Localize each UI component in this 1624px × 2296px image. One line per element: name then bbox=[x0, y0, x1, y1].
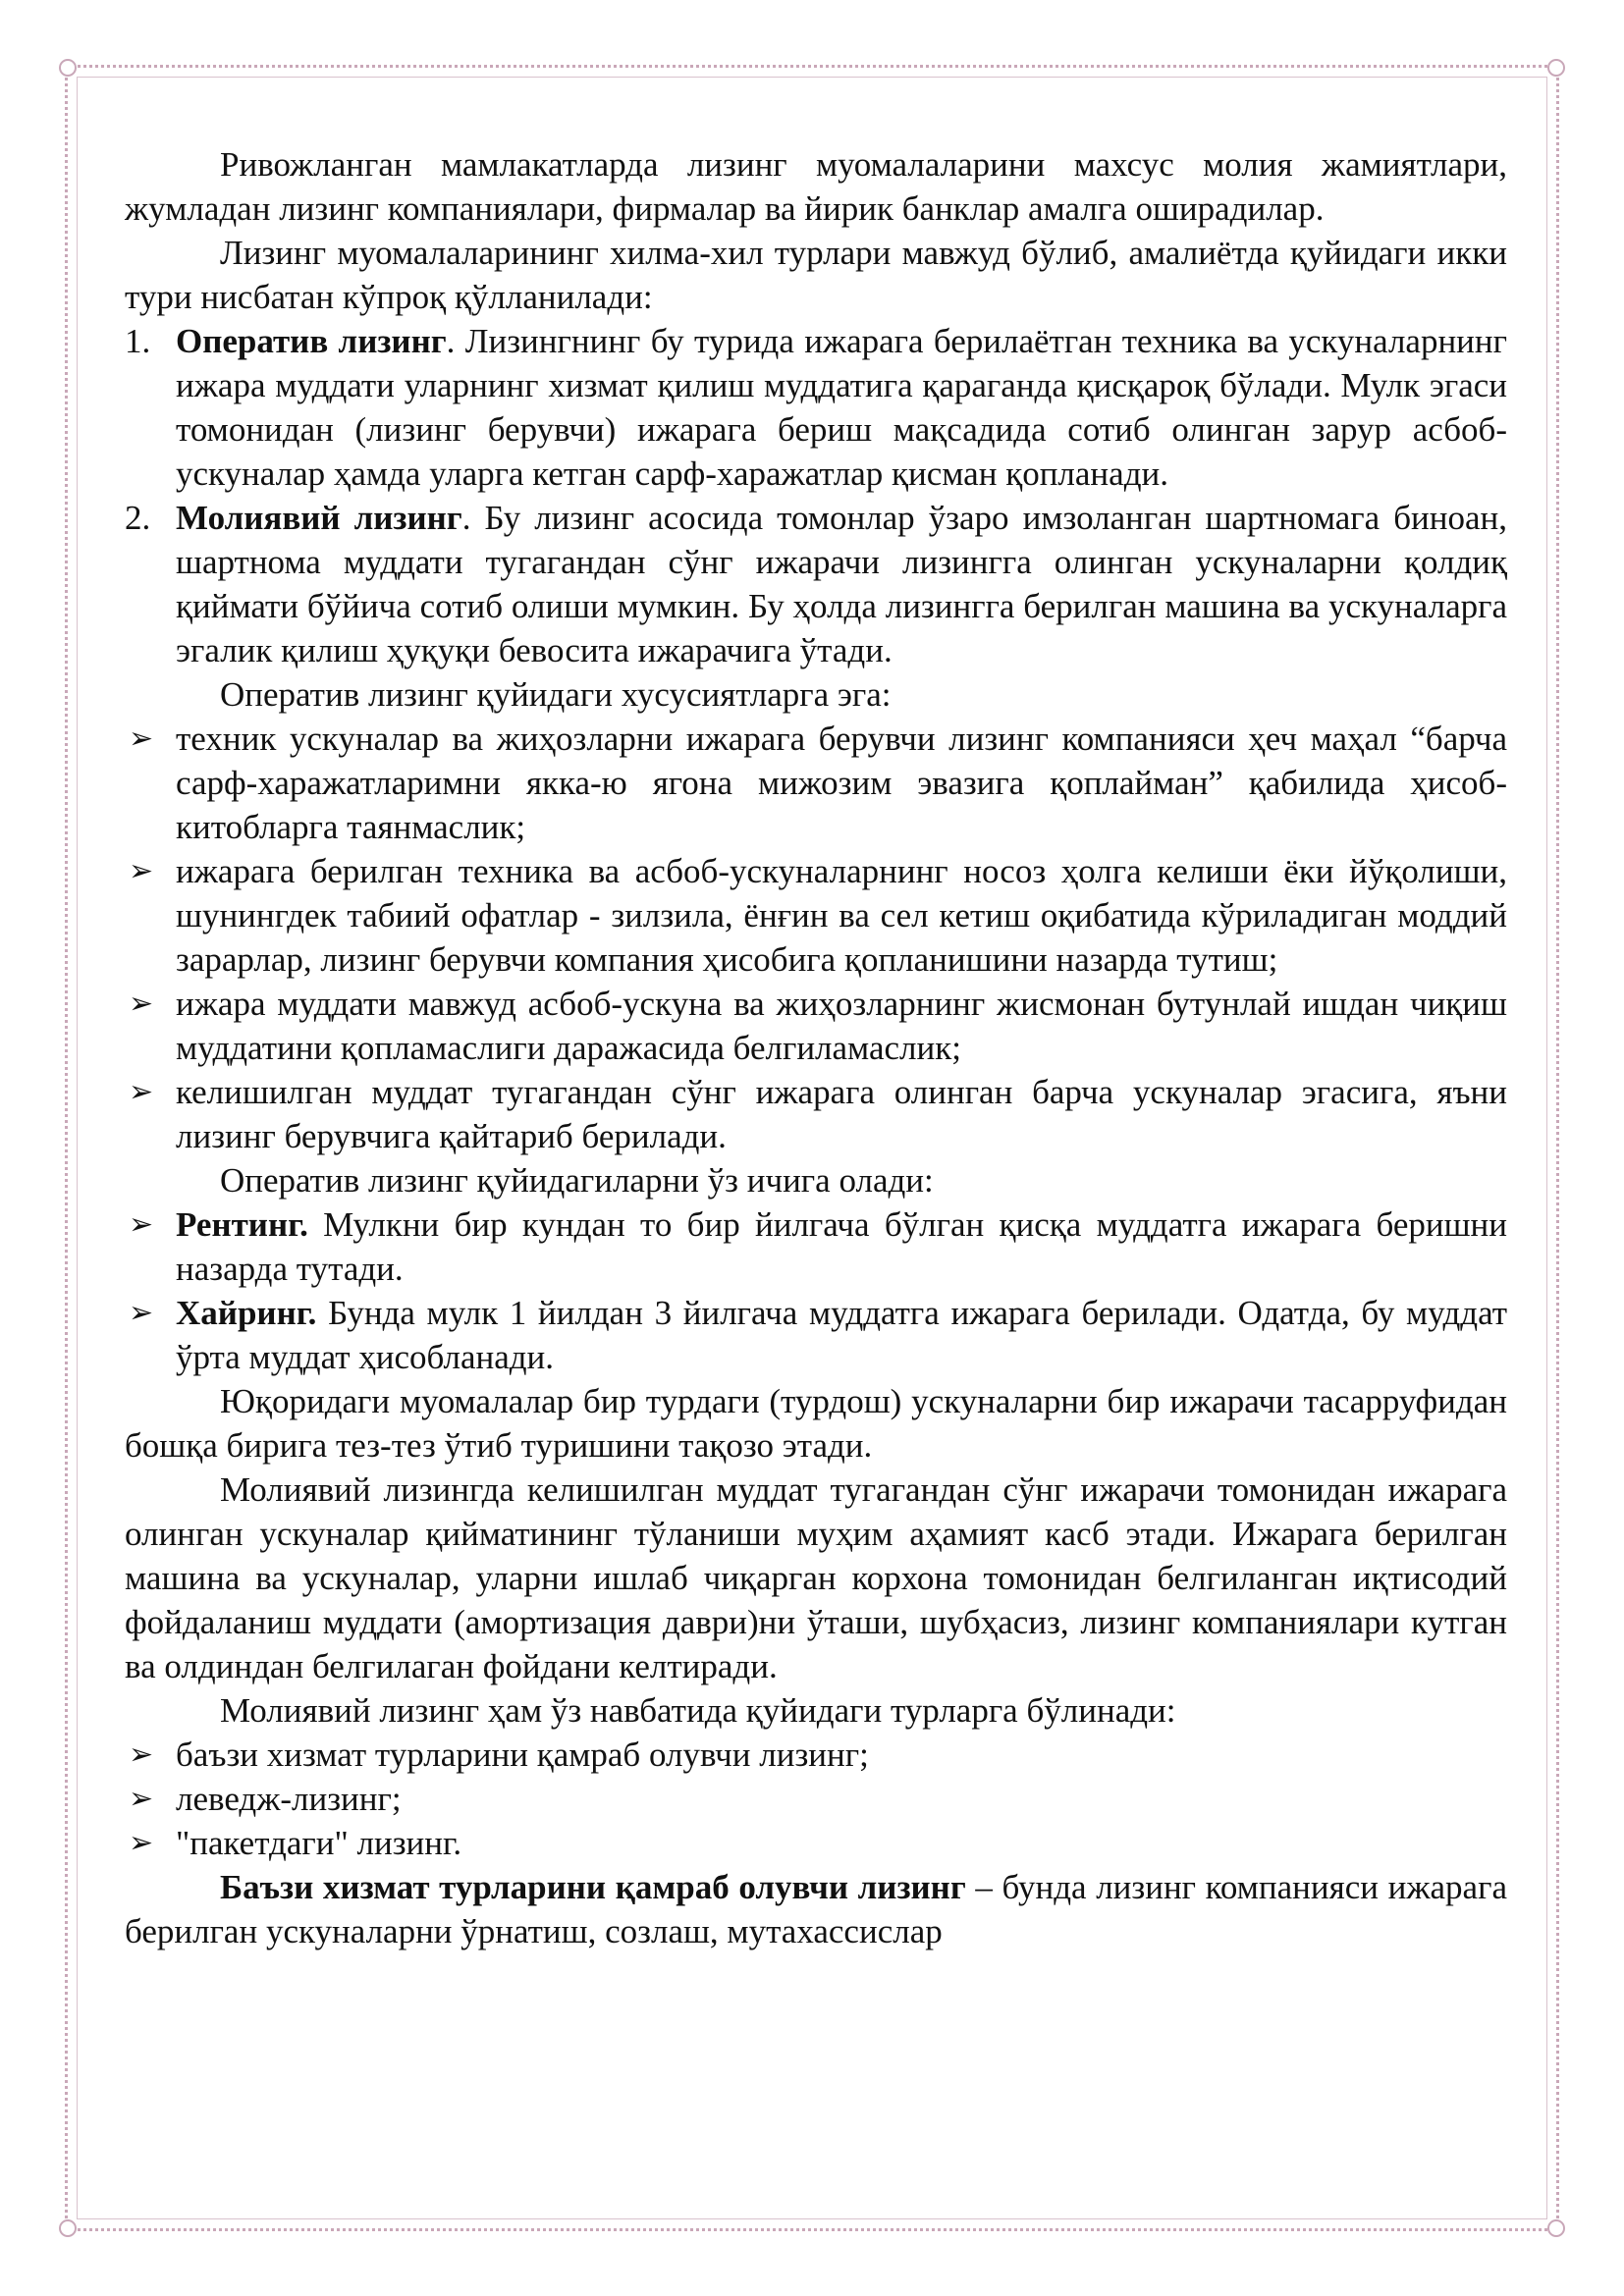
bullet-item bbox=[125, 717, 1507, 849]
bullet-item bbox=[125, 1777, 1507, 1821]
arrow-bullet-icon: ➢ bbox=[129, 1075, 154, 1109]
paragraph-service-leasing bbox=[125, 1865, 1507, 1953]
border-ornament-icon bbox=[59, 59, 77, 77]
bullet-item-renting bbox=[125, 1202, 1507, 1291]
bullet-item bbox=[125, 1821, 1507, 1865]
document-page bbox=[125, 142, 1507, 1953]
list-item-operative-leasing bbox=[125, 319, 1507, 496]
paragraph-operative-features: Оператив лизинг қуйидаги хусусиятларга эга: bbox=[220, 675, 892, 714]
bullet-text: "пакетдаги" лизинг. bbox=[176, 1824, 462, 1862]
paragraph-transfers: Юқоридаги муомалалар бир турдаги (турдош) ускуналарни бир ижарачи тасарруфидан бошқа бирига тез-тез ўтиб туришини тақозо этади. bbox=[125, 1382, 1507, 1465]
paragraph-financial-payment: Молиявий лизингда келишилган муддат тугагандан сўнг ижарачи томонидан ижарага олинган ускуналар қийматининг тўланиши муҳим аҳамият касб этади. Ижарага берилган машина ва ускуналар, уларни ишлаб чиқарган корхона томонидан белгиланган иқтисодий фойдаланиш муддати (амортизация даври)ни ўташи, шубҳасиз, лизинг компаниялари кутган ва олдиндан белгилаган фойдани келтиради. bbox=[125, 1470, 1507, 1685]
term-hiring: Хайринг. bbox=[176, 1294, 317, 1332]
term-renting: Рентинг. bbox=[176, 1205, 308, 1244]
bullet-item bbox=[125, 1070, 1507, 1158]
bullet-text: Бунда мулк 1 йилдан 3 йилгача муддатга ижарага берилади. Одатда, бу муддат ўрта муддат ҳисобланади. bbox=[176, 1294, 1507, 1376]
bullet-text: келишилган муддат тугагандан сўнг ижарага олинган барча ускуналар эгасига, яъни лизинг берувчига қайтариб берилади. bbox=[176, 1073, 1507, 1155]
border-ornament-icon bbox=[1547, 59, 1565, 77]
bullet-text: ижарага берилган техника ва асбоб-ускуналарнинг носоз ҳолга келиши ёки йўқолиши, шунингдек табиий офатлар - зилзила, ёнғин ва сел кетиш оқибатида кўриладиган моддий зарарлар, лизинг берувчи компания ҳисобига қопланишини назарда тутиш; bbox=[176, 852, 1507, 979]
list-item-text: . Бу лизинг асосида томонлар ўзаро имзоланган шартномага биноан, шартнома муддати тугагандан сўнг ижарачи лизингга олинган ускуналарни қолдиқ қиймати бўйича сотиб олиши мумкин. Бу ҳолда лизингга берилган машина ва ускуналарга эгалик қилиш ҳуқуқи бевосита ижарачига ўтади. bbox=[176, 499, 1507, 669]
paragraph-operative-includes: Оператив лизинг қуйидагиларни ўз ичига олади: bbox=[220, 1161, 934, 1200]
paragraph-types: Лизинг муомалаларининг хилма-хил турлари мавжуд бўлиб, амалиётда қуйидаги икки тури нисбатан кўпроқ қўлланилади: bbox=[125, 234, 1507, 316]
list-item-financial-leasing bbox=[125, 496, 1507, 672]
arrow-bullet-icon: ➢ bbox=[129, 1296, 154, 1330]
arrow-bullet-icon: ➢ bbox=[129, 854, 154, 888]
term-financial-leasing: Молиявий лизинг bbox=[176, 499, 462, 537]
bullet-text: Мулкни бир кундан то бир йилгача бўлган қисқа муддатга ижарага беришни назарда тутади. bbox=[176, 1205, 1507, 1288]
arrow-bullet-icon: ➢ bbox=[129, 721, 154, 756]
paragraph-text: – бунда лизинг компанияси ижарага берилган ускуналарни ўрнатиш, созлаш, мутахассислар bbox=[125, 1868, 1507, 1950]
arrow-bullet-icon: ➢ bbox=[129, 1826, 154, 1860]
border-ornament-icon bbox=[59, 2219, 77, 2237]
arrow-bullet-icon: ➢ bbox=[129, 1207, 154, 1242]
bullet-text: ижара муддати мавжуд асбоб-ускуна ва жиҳозларнинг жисмонан бутунлай ишдан чиқиш муддатини қопламаслиги даражасида белгиламаслик; bbox=[176, 985, 1507, 1067]
bullet-item-hiring bbox=[125, 1291, 1507, 1379]
bullet-item bbox=[125, 849, 1507, 982]
list-number: 2. bbox=[125, 499, 151, 537]
arrow-bullet-icon: ➢ bbox=[129, 1782, 154, 1816]
list-item-text: . Лизингнинг бу турида ижарага берилаётган техника ва ускуналарнинг ижара муддати уларнинг хизмат қилиш муддатига қараганда қисқароқ бўлади. Мулк эгаси томонидан (лизинг берувчи) ижарага бериш мақсадида сотиб олинган зарур асбоб-ускуналар ҳамда уларга кетган сарф-харажатлар қисман қопланади. bbox=[176, 322, 1507, 493]
arrow-bullet-icon: ➢ bbox=[129, 987, 154, 1021]
term-service-leasing: Баъзи хизмат турларини қамраб олувчи лизинг bbox=[220, 1868, 966, 1906]
bullet-text: техник ускуналар ва жиҳозларни ижарага берувчи лизинг компанияси ҳеч маҳал “барча сарф-харажатларимни якка-ю ягона мижозим эвазига қоплайман” қабилида ҳисоб-китобларга таянмаслик; bbox=[176, 720, 1507, 846]
bullet-item bbox=[125, 1733, 1507, 1777]
paragraph-intro: Ривожланган мамлакатларда лизинг муомалаларини махсус молия жамиятлари, жумладан лизинг компаниялари, фирмалар ва йирик банклар амалга оширадилар. bbox=[125, 145, 1507, 228]
border-ornament-icon bbox=[1547, 2219, 1565, 2237]
list-number: 1. bbox=[125, 322, 151, 360]
bullet-text: леведж-лизинг; bbox=[176, 1780, 402, 1818]
arrow-bullet-icon: ➢ bbox=[129, 1737, 154, 1772]
paragraph-financial-types: Молиявий лизинг ҳам ўз навбатида қуйидаги турларга бўлинади: bbox=[220, 1691, 1176, 1730]
term-operative-leasing: Оператив лизинг bbox=[176, 322, 447, 360]
bullet-item bbox=[125, 982, 1507, 1070]
bullet-text: баъзи хизмат турларини қамраб олувчи лизинг; bbox=[176, 1735, 869, 1774]
